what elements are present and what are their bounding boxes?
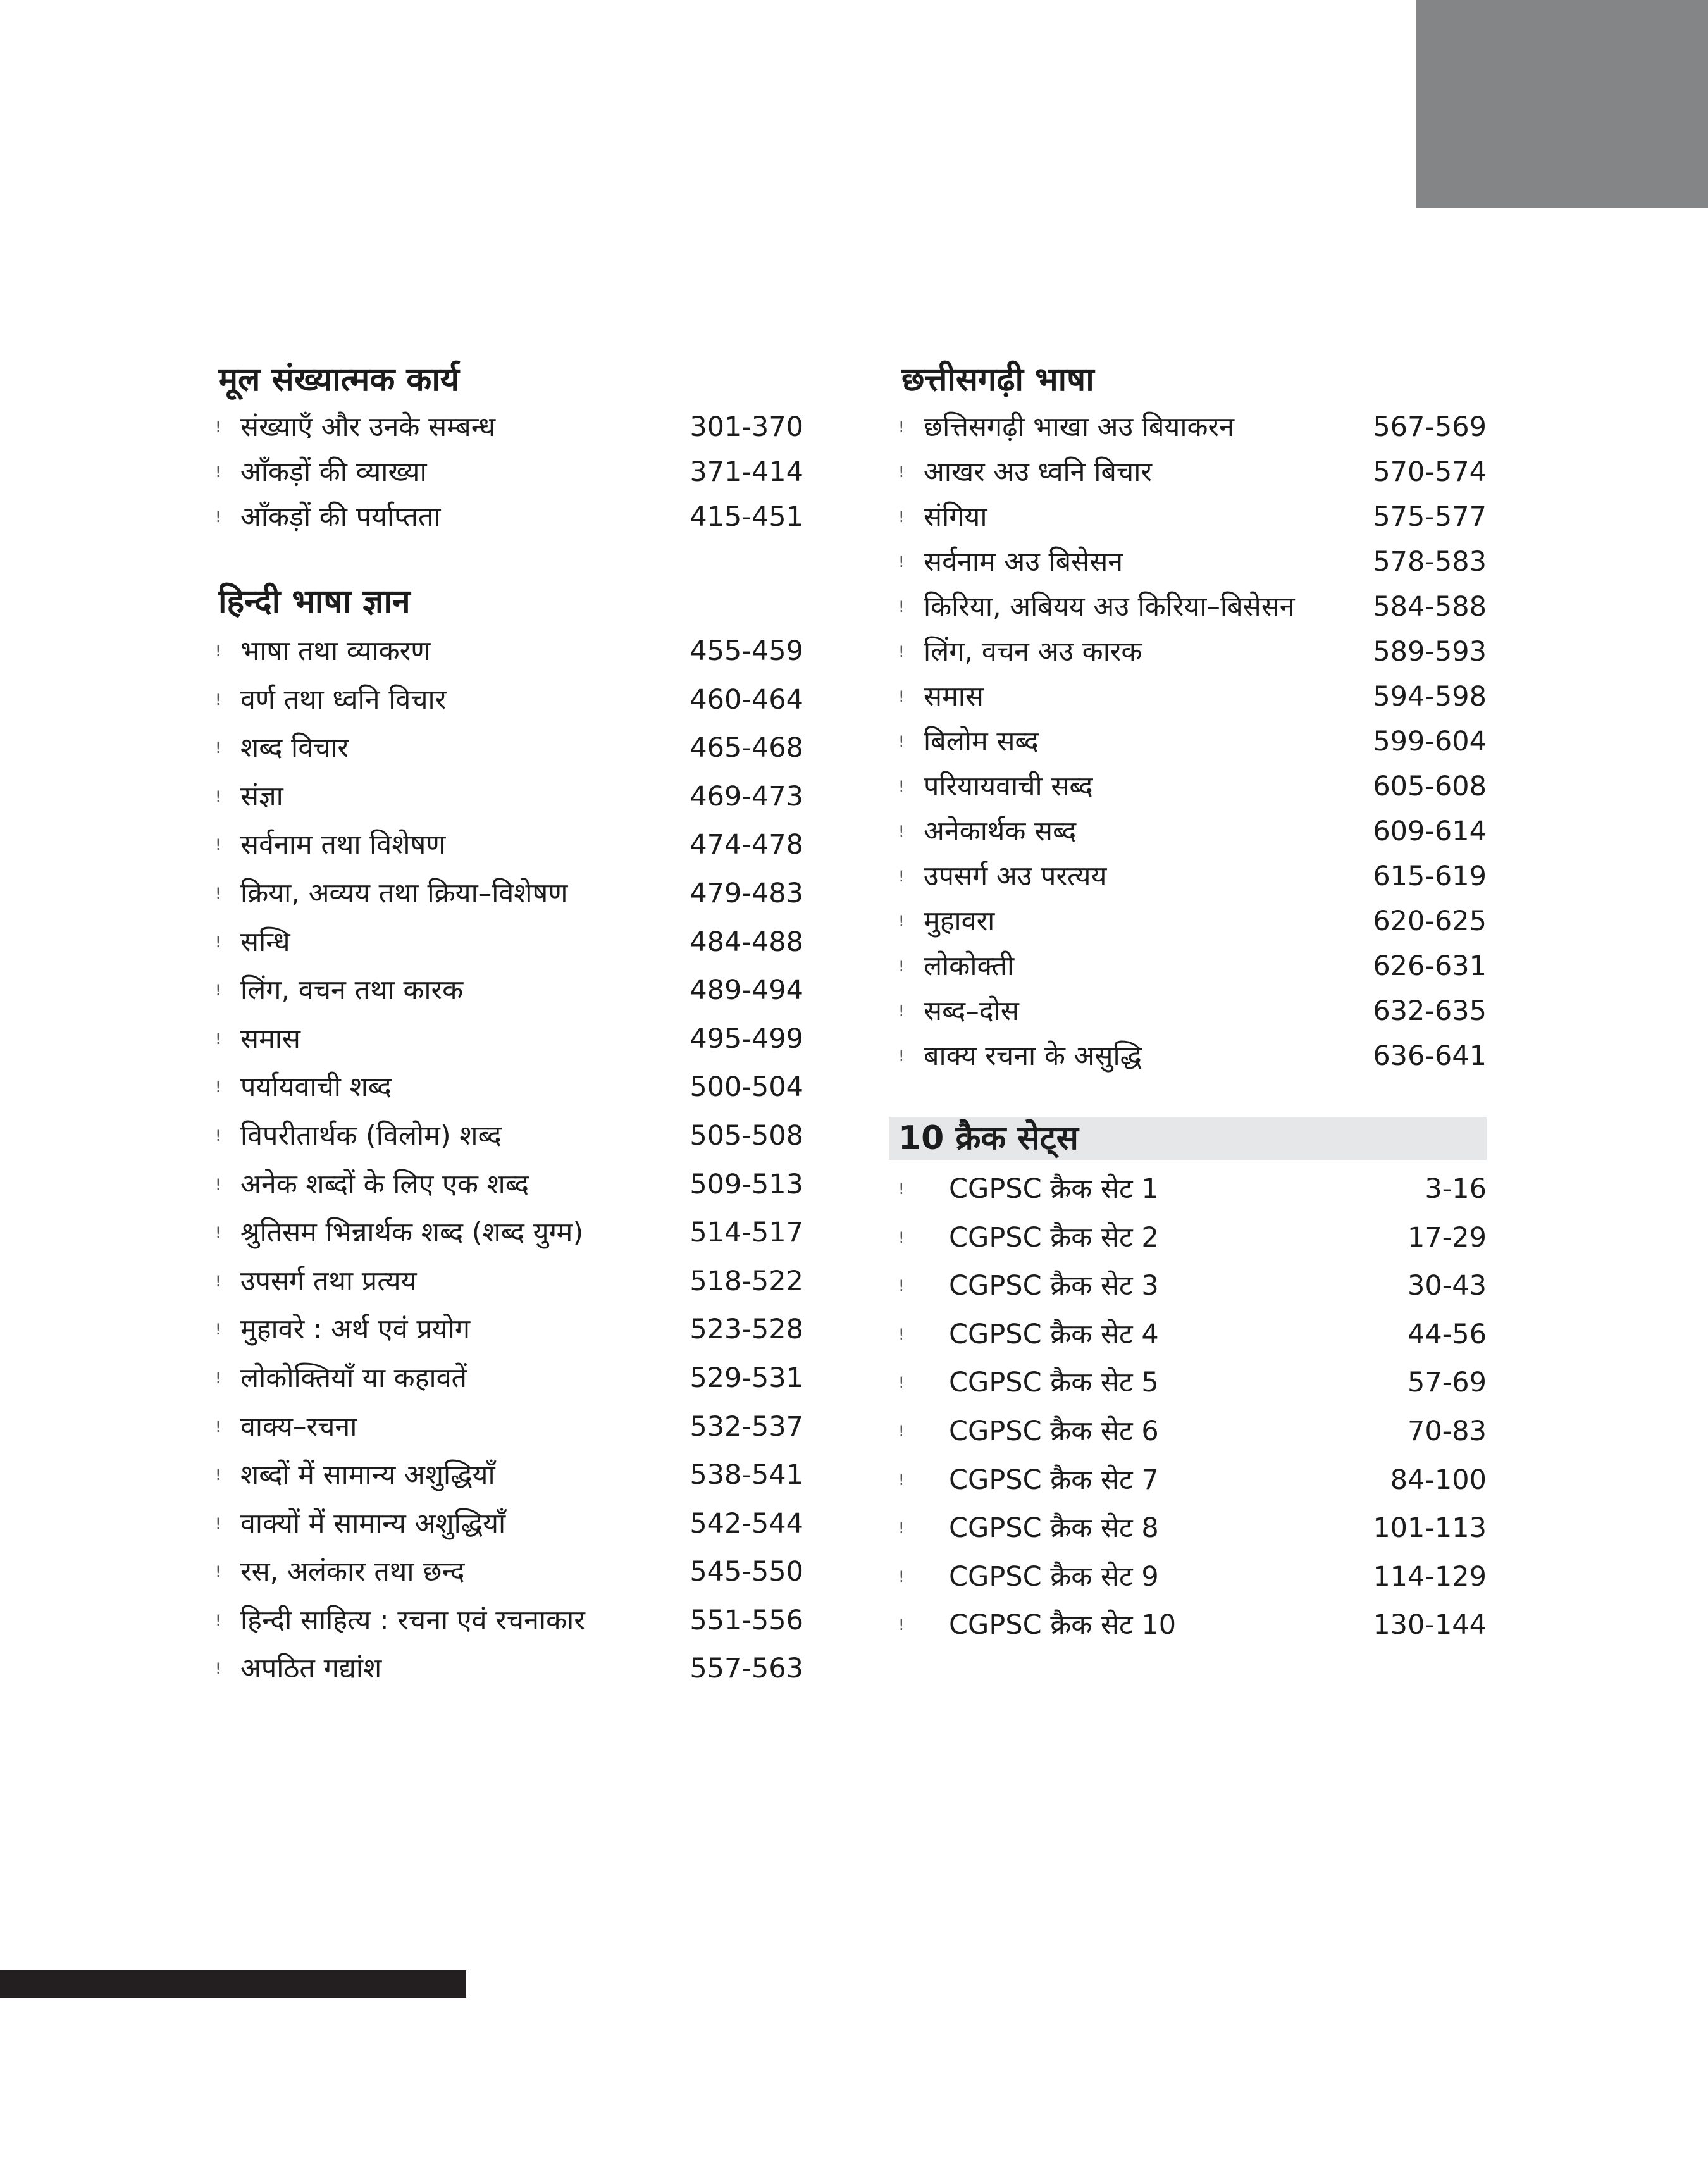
- toc-entry-pages: 415-451: [690, 501, 803, 533]
- toc-entry[interactable]: [209, 1354, 803, 1403]
- bullet-icon: !: [898, 1228, 905, 1247]
- bullet-icon: !: [898, 733, 905, 750]
- toc-entry-pages: 469-473: [690, 780, 803, 812]
- bullet-icon: !: [898, 868, 905, 885]
- toc-entry[interactable]: [209, 1500, 803, 1548]
- toc-entry[interactable]: [892, 1504, 1487, 1553]
- toc-entry-pages: 30-43: [1408, 1270, 1487, 1302]
- section-title: छत्तीसगढ़ी भाषा: [901, 361, 1094, 399]
- bullet-icon: !: [215, 508, 221, 526]
- toc-entry-pages: 551-556: [690, 1604, 803, 1636]
- toc-entry-label: उपसर्ग अउ परत्यय: [924, 861, 1107, 892]
- toc-entry-label: वाक्यों में सामान्य अशुद्धियाँ: [240, 1507, 506, 1539]
- bullet-icon: !: [215, 884, 221, 902]
- toc-entry-label: CGPSC क्रैक सेट 9: [949, 1560, 1159, 1593]
- toc-entry[interactable]: [892, 944, 1487, 989]
- toc-entry-pages: 70-83: [1408, 1415, 1487, 1447]
- toc-entry-pages: 465-468: [690, 732, 803, 764]
- toc-entry[interactable]: [209, 1403, 803, 1452]
- bullet-icon: !: [898, 1616, 905, 1634]
- toc-entry-pages: 130-144: [1373, 1609, 1487, 1641]
- section-title: मूल संख्यात्मक कार्य: [218, 361, 459, 399]
- toc-entry[interactable]: [892, 540, 1487, 585]
- toc-entry[interactable]: [209, 450, 803, 495]
- toc-entry[interactable]: [209, 1063, 803, 1112]
- toc-entry-pages: 17-29: [1408, 1221, 1487, 1253]
- toc-entry-pages: 529-531: [690, 1362, 803, 1394]
- toc-entry-label: CGPSC क्रैक सेट 2: [949, 1221, 1159, 1253]
- toc-entry-label: CGPSC क्रैक सेट 4: [949, 1318, 1159, 1350]
- toc-entry-label: परियायवाची सब्द: [924, 771, 1093, 802]
- toc-entry-pages: 594-598: [1373, 681, 1487, 712]
- bullet-icon: !: [215, 1611, 221, 1629]
- toc-entry[interactable]: [209, 495, 803, 540]
- toc-entry-pages: 620-625: [1373, 905, 1487, 937]
- toc-entry[interactable]: [892, 1310, 1487, 1359]
- bullet-icon: !: [215, 787, 221, 805]
- toc-entry-pages: 636-641: [1373, 1040, 1487, 1072]
- toc-entry-label: किरिया, अबियय अउ किरिया–बिसेसन: [924, 591, 1295, 623]
- toc-entry-label: बाक्य रचना के असुद्धि: [924, 1040, 1142, 1072]
- toc-entry-label: उपसर्ग तथा प्रत्यय: [240, 1265, 417, 1297]
- toc-entry[interactable]: [209, 1209, 803, 1257]
- toc-entry-pages: 557-563: [690, 1653, 803, 1685]
- bullet-icon: !: [898, 1374, 905, 1392]
- toc-entry-label: मुहावरा: [924, 905, 995, 937]
- toc-entry-label: सब्द–दोस: [924, 995, 1019, 1027]
- toc-entry[interactable]: [892, 1034, 1487, 1079]
- bullet-icon: !: [898, 1277, 905, 1295]
- toc-entry[interactable]: [209, 1548, 803, 1596]
- toc-entry[interactable]: [209, 627, 803, 676]
- toc-entry[interactable]: [892, 899, 1487, 944]
- toc-entry-label: क्रिया, अव्यय तथा क्रिया–विशेषण: [240, 877, 568, 909]
- toc-entry-label: समास: [240, 1023, 300, 1055]
- toc-entry[interactable]: [209, 1305, 803, 1354]
- toc-entry[interactable]: [209, 1645, 803, 1693]
- toc-entry-label: छत्तिसगढ़ी भाखा अउ बियाकरन: [924, 411, 1234, 443]
- toc-entry[interactable]: [209, 821, 803, 869]
- toc-entry[interactable]: [209, 918, 803, 967]
- toc-entry-label: रस, अलंकार तथा छन्द: [240, 1556, 465, 1588]
- toc-entry-label: संज्ञा: [240, 780, 283, 812]
- bullet-icon: !: [215, 981, 221, 1000]
- toc-entry-label: CGPSC क्रैक सेट 1: [949, 1173, 1159, 1205]
- toc-entry[interactable]: [892, 1553, 1487, 1601]
- section-title: हिन्दी भाषा ज्ञान: [218, 583, 411, 621]
- toc-entry[interactable]: [892, 1214, 1487, 1262]
- toc-entry-pages: 460-464: [690, 683, 803, 716]
- toc-entry[interactable]: [892, 1456, 1487, 1505]
- toc-entry-pages: 589-593: [1373, 636, 1487, 668]
- bullet-icon: !: [898, 957, 905, 975]
- toc-entry[interactable]: [892, 1407, 1487, 1456]
- toc-entry-pages: 371-414: [690, 456, 803, 488]
- toc-entry[interactable]: [209, 1015, 803, 1064]
- bullet-icon: !: [215, 739, 221, 757]
- toc-entry-label: CGPSC क्रैक सेट 6: [949, 1415, 1159, 1447]
- bullet-icon: !: [215, 642, 221, 660]
- bullet-icon: !: [215, 933, 221, 951]
- toc-entry-pages: 495-499: [690, 1023, 803, 1055]
- bullet-icon: !: [898, 1567, 905, 1586]
- bullet-icon: !: [898, 463, 905, 481]
- toc-entry[interactable]: [892, 495, 1487, 540]
- toc-entry[interactable]: [892, 1165, 1487, 1214]
- toc-entry-label: संख्याएँ और उनके सम्बन्ध: [240, 411, 496, 443]
- toc-entry[interactable]: [209, 676, 803, 725]
- toc-entry-pages: 578-583: [1373, 546, 1487, 578]
- toc-entry-pages: 479-483: [690, 877, 803, 909]
- toc-entry[interactable]: [892, 675, 1487, 719]
- bullet-icon: !: [898, 508, 905, 526]
- toc-entry-label: श्रुतिसम भिन्नार्थक शब्द (शब्द युग्म): [240, 1217, 584, 1249]
- toc-entry[interactable]: [892, 585, 1487, 630]
- bullet-icon: !: [215, 1369, 221, 1387]
- bullet-icon: !: [215, 1660, 221, 1678]
- bullet-icon: !: [898, 1422, 905, 1440]
- toc-entry-label: आँकड़ों की पर्याप्तता: [240, 501, 441, 533]
- bullet-icon: !: [898, 1519, 905, 1538]
- toc-entry-label: सन्धि: [240, 926, 290, 958]
- toc-entry-label: आखर अउ ध्वनि बिचार: [924, 456, 1152, 488]
- toc-entry-label: अनेक शब्दों के लिए एक शब्द: [240, 1168, 529, 1200]
- bullet-icon: !: [215, 418, 221, 436]
- toc-entry-pages: 570-574: [1373, 456, 1487, 488]
- toc-list: [892, 1165, 1487, 1650]
- toc-entry[interactable]: [209, 405, 803, 450]
- toc-entry-pages: 542-544: [690, 1507, 803, 1539]
- toc-entry-pages: 455-459: [690, 635, 803, 667]
- toc-entry-pages: 567-569: [1373, 411, 1487, 443]
- toc-entry-label: शब्दों में सामान्य अशुद्धियाँ: [240, 1459, 495, 1491]
- toc-entry[interactable]: [209, 1257, 803, 1306]
- toc-entry[interactable]: [209, 1160, 803, 1209]
- toc-right-column: [892, 354, 1487, 1650]
- section-title-band: 10 क्रैक सेट्स: [889, 1117, 1487, 1160]
- toc-entry-pages: 505-508: [690, 1119, 803, 1152]
- bullet-icon: !: [898, 1047, 905, 1065]
- toc-entry-label: विपरीतार्थक (विलोम) शब्द: [240, 1119, 502, 1152]
- toc-entry[interactable]: [209, 1451, 803, 1500]
- toc-entry-label: भाषा तथा व्याकरण: [240, 635, 431, 667]
- toc-entry-pages: 57-69: [1408, 1367, 1487, 1399]
- bullet-icon: !: [898, 1002, 905, 1020]
- toc-entry[interactable]: [892, 764, 1487, 809]
- bullet-icon: !: [898, 1471, 905, 1489]
- toc-entry-label: CGPSC क्रैक सेट 10: [949, 1609, 1177, 1641]
- toc-entry-pages: 114-129: [1373, 1560, 1487, 1593]
- bullet-icon: !: [215, 1514, 221, 1533]
- bullet-icon: !: [898, 688, 905, 706]
- toc-entry-label: अपठित गद्यांश: [240, 1653, 382, 1685]
- toc-entry-label: हिन्दी साहित्य : रचना एवं रचनाकार: [240, 1604, 585, 1636]
- toc-entry-label: आँकड़ों की व्याख्या: [240, 456, 427, 488]
- toc-entry[interactable]: [892, 405, 1487, 450]
- toc-entry-pages: 538-541: [690, 1459, 803, 1491]
- toc-entry-pages: 545-550: [690, 1556, 803, 1588]
- toc-entry-pages: 509-513: [690, 1168, 803, 1200]
- toc-entry-pages: 584-588: [1373, 591, 1487, 623]
- toc-entry-label: लिंग, वचन तथा कारक: [240, 974, 464, 1007]
- toc-entry[interactable]: [209, 1596, 803, 1645]
- toc-entry-label: लोकोक्तियाँ या कहावतें: [240, 1362, 467, 1394]
- toc-entry[interactable]: [892, 989, 1487, 1034]
- toc-entry-label: सर्वनाम अउ बिसेसन: [924, 546, 1123, 578]
- toc-entry-label: CGPSC क्रैक सेट 8: [949, 1512, 1159, 1545]
- bullet-icon: !: [215, 1466, 221, 1484]
- toc-entry-label: लोकोक्ती: [924, 950, 1015, 982]
- toc-entry-label: लिंग, वचन अउ कारक: [924, 636, 1142, 668]
- bullet-icon: !: [215, 1126, 221, 1145]
- toc-entry-pages: 532-537: [690, 1410, 803, 1443]
- toc-entry-label: अनेकार्थक सब्द: [924, 816, 1077, 847]
- toc-entry-label: बिलोम सब्द: [924, 726, 1039, 757]
- toc-entry-pages: 84-100: [1390, 1464, 1487, 1496]
- toc-entry-pages: 3-16: [1425, 1173, 1487, 1205]
- bullet-icon: !: [215, 1224, 221, 1242]
- bullet-icon: !: [898, 1325, 905, 1343]
- toc-entry-pages: 474-478: [690, 829, 803, 861]
- toc-entry[interactable]: [892, 1359, 1487, 1407]
- bullet-icon: !: [215, 463, 221, 481]
- bullet-icon: !: [898, 1180, 905, 1198]
- toc-entry-pages: 518-522: [690, 1265, 803, 1297]
- toc-entry-label: समास: [924, 681, 984, 712]
- toc-entry-pages: 599-604: [1373, 726, 1487, 757]
- bullet-icon: !: [215, 1078, 221, 1097]
- toc-entry-label: मुहावरे : अर्थ एवं प्रयोग: [240, 1314, 471, 1346]
- toc-entry-label: CGPSC क्रैक सेट 3: [949, 1270, 1159, 1302]
- toc-entry-pages: 101-113: [1373, 1512, 1487, 1545]
- toc-entry[interactable]: [892, 1262, 1487, 1310]
- toc-entry-pages: 575-577: [1373, 501, 1487, 533]
- bullet-icon: !: [898, 553, 905, 571]
- toc-entry-label: वाक्य–रचना: [240, 1410, 357, 1443]
- bullet-icon: !: [898, 912, 905, 930]
- toc-entry-pages: 626-631: [1373, 950, 1487, 982]
- toc-entry[interactable]: [209, 966, 803, 1015]
- bullet-icon: !: [215, 1563, 221, 1581]
- bullet-icon: !: [898, 823, 905, 840]
- bullet-icon: !: [215, 1175, 221, 1193]
- toc-entry[interactable]: [209, 773, 803, 821]
- toc-entry-pages: 44-56: [1408, 1318, 1487, 1350]
- toc-entry-pages: 523-528: [690, 1314, 803, 1346]
- toc-entry[interactable]: [892, 450, 1487, 495]
- toc-entry-label: शब्द विचार: [240, 732, 349, 764]
- bullet-icon: !: [898, 418, 905, 436]
- toc-list: [892, 405, 1487, 1079]
- bullet-icon: !: [215, 690, 221, 709]
- corner-decoration: [1416, 0, 1708, 208]
- toc-entry-label: सर्वनाम तथा विशेषण: [240, 829, 446, 861]
- toc-list: [209, 405, 803, 540]
- toc-entry[interactable]: [209, 869, 803, 918]
- toc-entry-pages: 514-517: [690, 1217, 803, 1249]
- toc-entry[interactable]: [892, 809, 1487, 854]
- toc-entry-pages: 609-614: [1373, 816, 1487, 847]
- toc-entry[interactable]: [209, 724, 803, 773]
- footer-bar: [0, 1970, 466, 1998]
- toc-entry-pages: 489-494: [690, 974, 803, 1007]
- bullet-icon: !: [215, 1417, 221, 1436]
- bullet-icon: !: [898, 778, 905, 795]
- bullet-icon: !: [215, 836, 221, 854]
- toc-entry-label: संगिया: [924, 501, 987, 533]
- toc-entry[interactable]: [209, 1112, 803, 1160]
- toc-entry-pages: 615-619: [1373, 861, 1487, 892]
- bullet-icon: !: [215, 1272, 221, 1290]
- toc-list: [209, 627, 803, 1693]
- toc-entry-pages: 605-608: [1373, 771, 1487, 802]
- toc-entry-pages: 632-635: [1373, 995, 1487, 1027]
- toc-entry[interactable]: [892, 854, 1487, 899]
- toc-entry-pages: 500-504: [690, 1071, 803, 1104]
- bullet-icon: !: [898, 598, 905, 616]
- toc-left-column: [209, 354, 803, 1693]
- toc-entry-label: CGPSC क्रैक सेट 5: [949, 1367, 1159, 1399]
- bullet-icon: !: [215, 1321, 221, 1339]
- toc-entry[interactable]: [892, 630, 1487, 675]
- toc-entry[interactable]: [892, 719, 1487, 764]
- toc-entry-label: वर्ण तथा ध्वनि विचार: [240, 683, 447, 716]
- toc-entry-pages: 484-488: [690, 926, 803, 958]
- toc-entry-pages: 301-370: [690, 411, 803, 443]
- toc-entry-label: पर्यायवाची शब्द: [240, 1071, 392, 1104]
- bullet-icon: !: [898, 643, 905, 661]
- toc-entry-label: CGPSC क्रैक सेट 7: [949, 1464, 1159, 1496]
- bullet-icon: !: [215, 1029, 221, 1048]
- toc-entry[interactable]: [892, 1601, 1487, 1650]
